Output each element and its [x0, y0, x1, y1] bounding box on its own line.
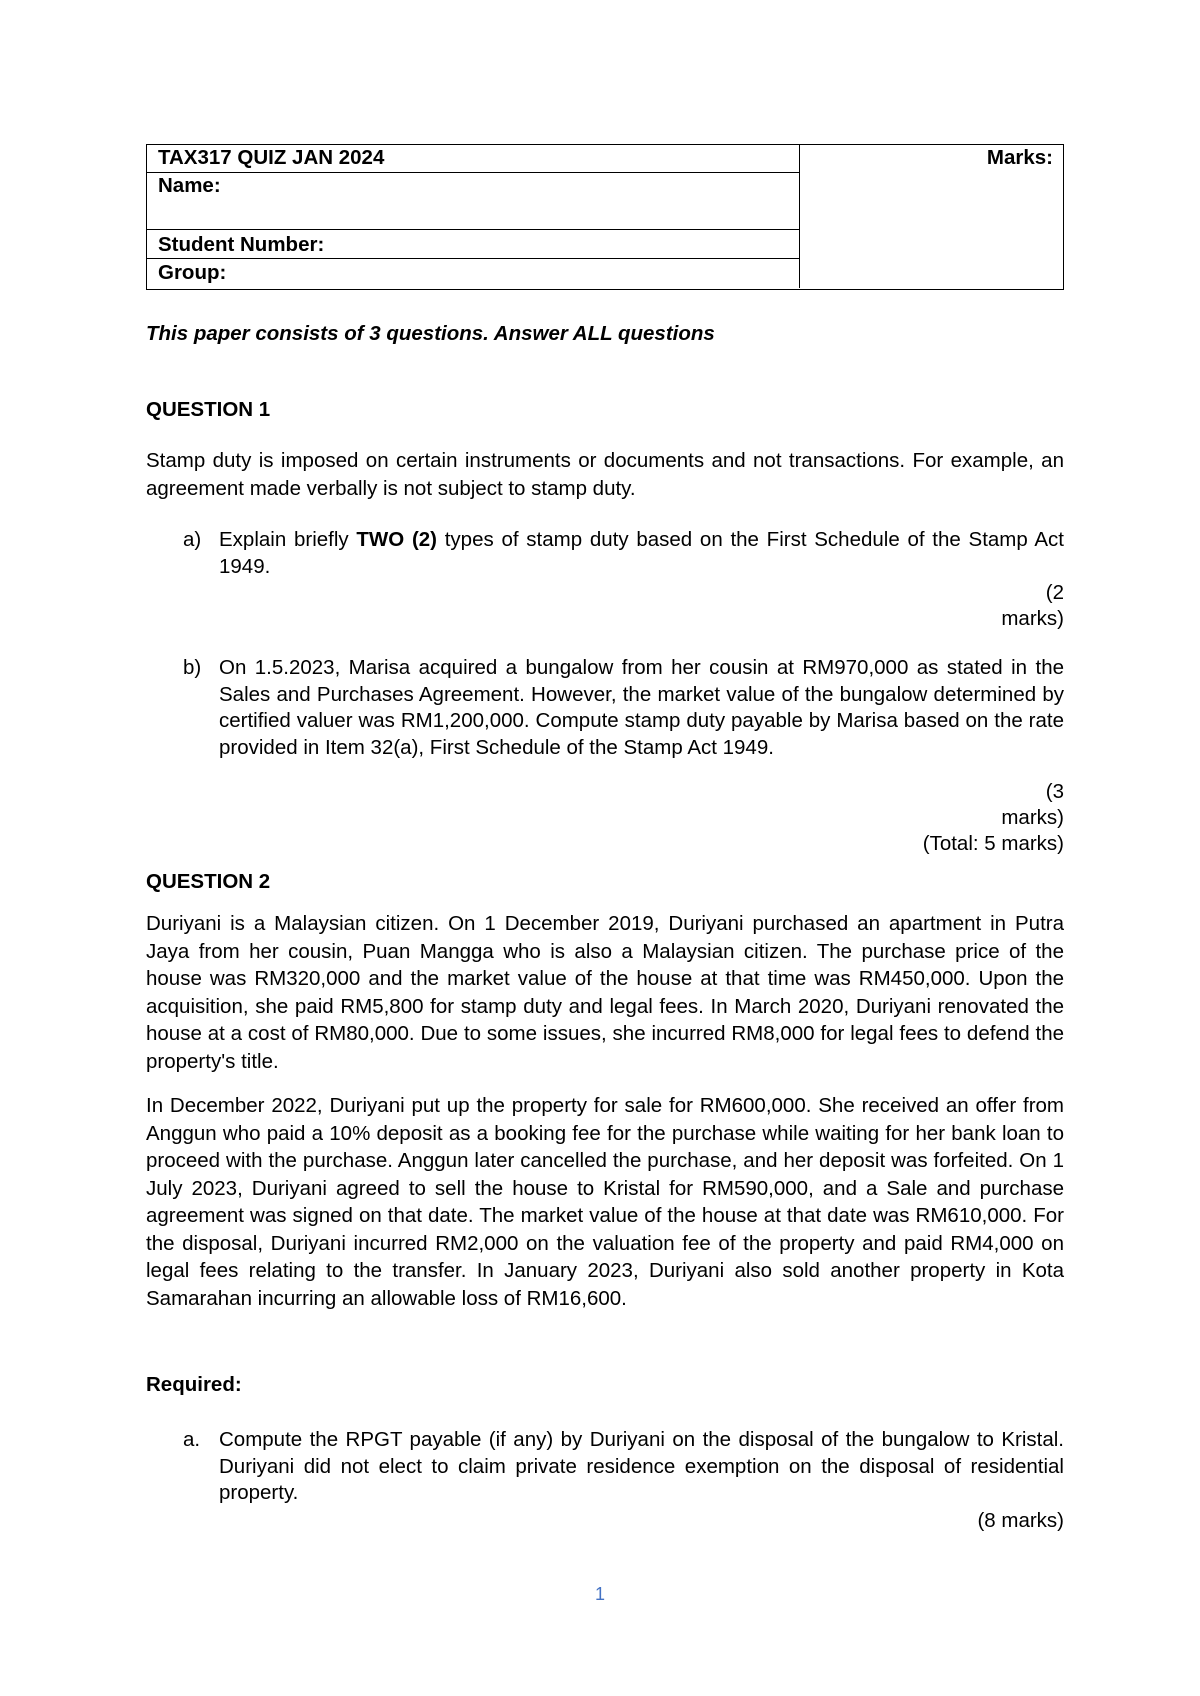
header-table [146, 144, 1064, 290]
emphasis-text: TWO (2) [356, 528, 437, 551]
text-run: types of stamp duty based on the First Schedule of the Stamp Act 1949. [219, 528, 1064, 578]
page-number: 1 [594, 1584, 605, 1604]
item-label: a) [183, 528, 202, 551]
question-2a-marks: (8 marks) [977, 1509, 1064, 1532]
question-1-heading: QUESTION 1 [146, 398, 271, 421]
question-2-paragraph-2: In December 2022, Duriyani put up the property for sale for RM600,000. She received an offer from Anggun who paid a 10% deposit as a booking fee for the purchase while waiting for her bank loan to proceed with the purchase. Anggun later cancelled the purchase, and her deposit was forfeited. On 1 July 2023, Duriyani agreed to sell the house to Kristal for RM590,000, and a Sale and purchase agreement was signed on that date. The market value of the house at that date was RM610,000. For the disposal, Duriyani incurred RM2,000 on the valuation fee of the property and paid RM4,000 on legal fees relating to the transfer. In January 2023, Duriyani also sold another property in Kota Samarahan incurring an allowable loss of RM16,600. [146, 1094, 1064, 1310]
question-2-paragraph-1: Duriyani is a Malaysian citizen. On 1 December 2019, Duriyani purchased an apartment in Putra Jaya from her cousin, Puan Mangga who is also a Malaysian citizen. The purchase price of the house was RM320,000 and the market value of the house at that time was RM450,000. Upon the acquisition, she paid RM5,800 for stamp duty and legal fees. In March 2020, Duriyani renovated the house at a cost of RM80,000. Due to some issues, she incurred RM8,000 for legal fees to defend the property's title. [146, 912, 1064, 1073]
question-1b-marks-close: marks) [1001, 806, 1064, 829]
student-number-field-label: Student Number: [147, 230, 799, 259]
group-field-label: Group: [158, 261, 227, 284]
text-run: Explain briefly [219, 528, 357, 551]
quiz-title: TAX317 QUIZ JAN 2024 [147, 145, 799, 173]
item-label: b) [183, 656, 202, 679]
question-2-heading: QUESTION 2 [146, 870, 271, 893]
required-heading: Required: [146, 1373, 242, 1396]
question-1a-marks-close: marks) [1001, 607, 1064, 630]
marks-label: Marks: [986, 146, 1053, 169]
question-1b-text: On 1.5.2023, Marisa acquired a bungalow from her cousin at RM970,000 as stated in the Sales and Purchases Agreement. However, the market value of the bungalow determined by certified valuer was RM1,200,000. Compute stamp duty payable by Marisa based on the rate provided in Item 32(a), First Schedule of the Stamp Act 1949. [219, 656, 1064, 759]
header-left-cell [147, 145, 800, 288]
question-1-total: (Total: 5 marks) [922, 832, 1064, 855]
question-1-intro: Stamp duty is imposed on certain instruments or documents and not transactions. For example, an agreement made verbally is not subject to stamp duty. [146, 449, 1064, 500]
item-label: a. [183, 1428, 201, 1451]
instruction-text: This paper consists of 3 questions. Answer ALL questions [146, 322, 715, 345]
name-field-label: Name: [147, 173, 799, 230]
question-2a-text: Compute the RPGT payable (if any) by Duriyani on the disposal of the bungalow to Kristal. Duriyani did not elect to claim private residence exemption on the disposal of residential property. [219, 1428, 1064, 1504]
question-1a-marks-open: (2 [1045, 581, 1064, 604]
question-1a-text [219, 527, 1064, 580]
question-1b-marks-open: (3 [1045, 780, 1064, 803]
